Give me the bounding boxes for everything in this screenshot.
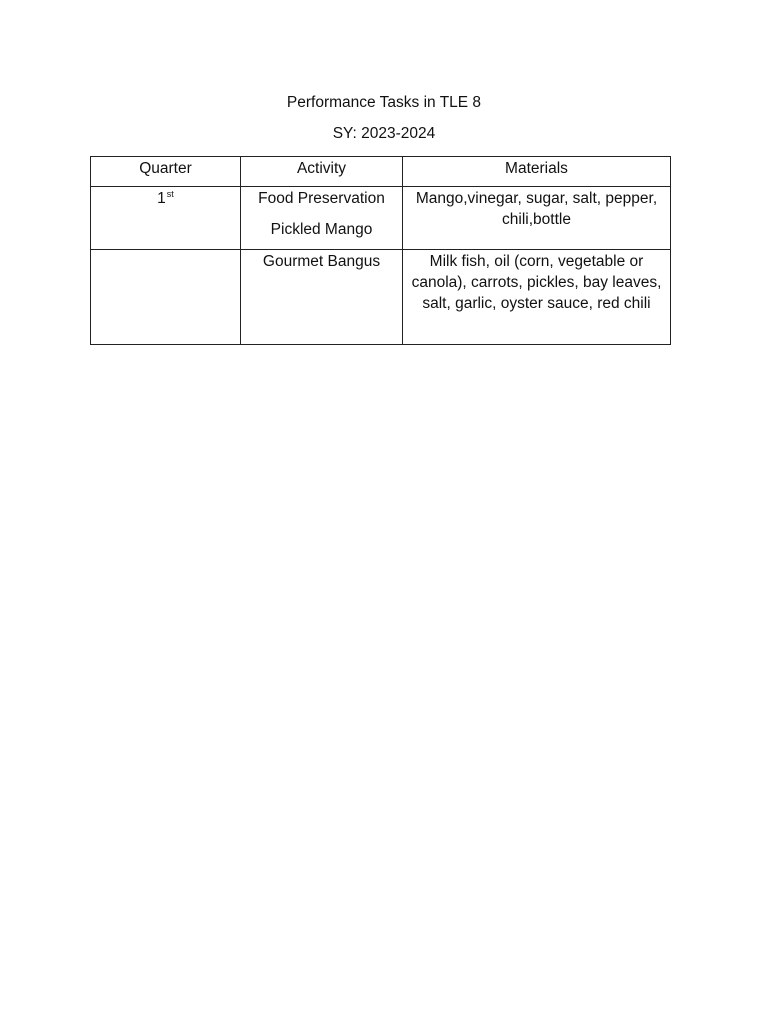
- activity-cell: [241, 250, 403, 345]
- materials-cell: Mango,vinegar, sugar, salt, pepper, chili,bottle: [403, 187, 671, 250]
- document-title: Performance Tasks in TLE 8: [286, 94, 482, 111]
- table-header-row: [91, 157, 671, 187]
- performance-tasks-table: [90, 156, 671, 345]
- header-activity: Activity: [241, 157, 403, 187]
- quarter-suffix: st: [166, 189, 174, 199]
- activity-line: Gourmet Bangus: [262, 253, 381, 270]
- school-year: SY: 2023-2024: [332, 125, 436, 142]
- quarter-cell: [91, 250, 241, 345]
- materials-cell: Milk fish, oil (corn, vegetable or canola), carrots, pickles, bay leaves, salt, garlic, oyster sauce, red chili: [403, 250, 671, 345]
- table-row: [91, 187, 671, 250]
- activity-cell: [241, 187, 403, 250]
- table-row: [91, 250, 671, 345]
- quarter-number: 1: [157, 190, 166, 207]
- activity-line: Pickled Mango: [270, 221, 373, 238]
- header-quarter: Quarter: [91, 157, 241, 187]
- quarter-cell: [91, 187, 241, 250]
- header-materials: Materials: [403, 157, 671, 187]
- activity-line: Food Preservation: [258, 190, 385, 207]
